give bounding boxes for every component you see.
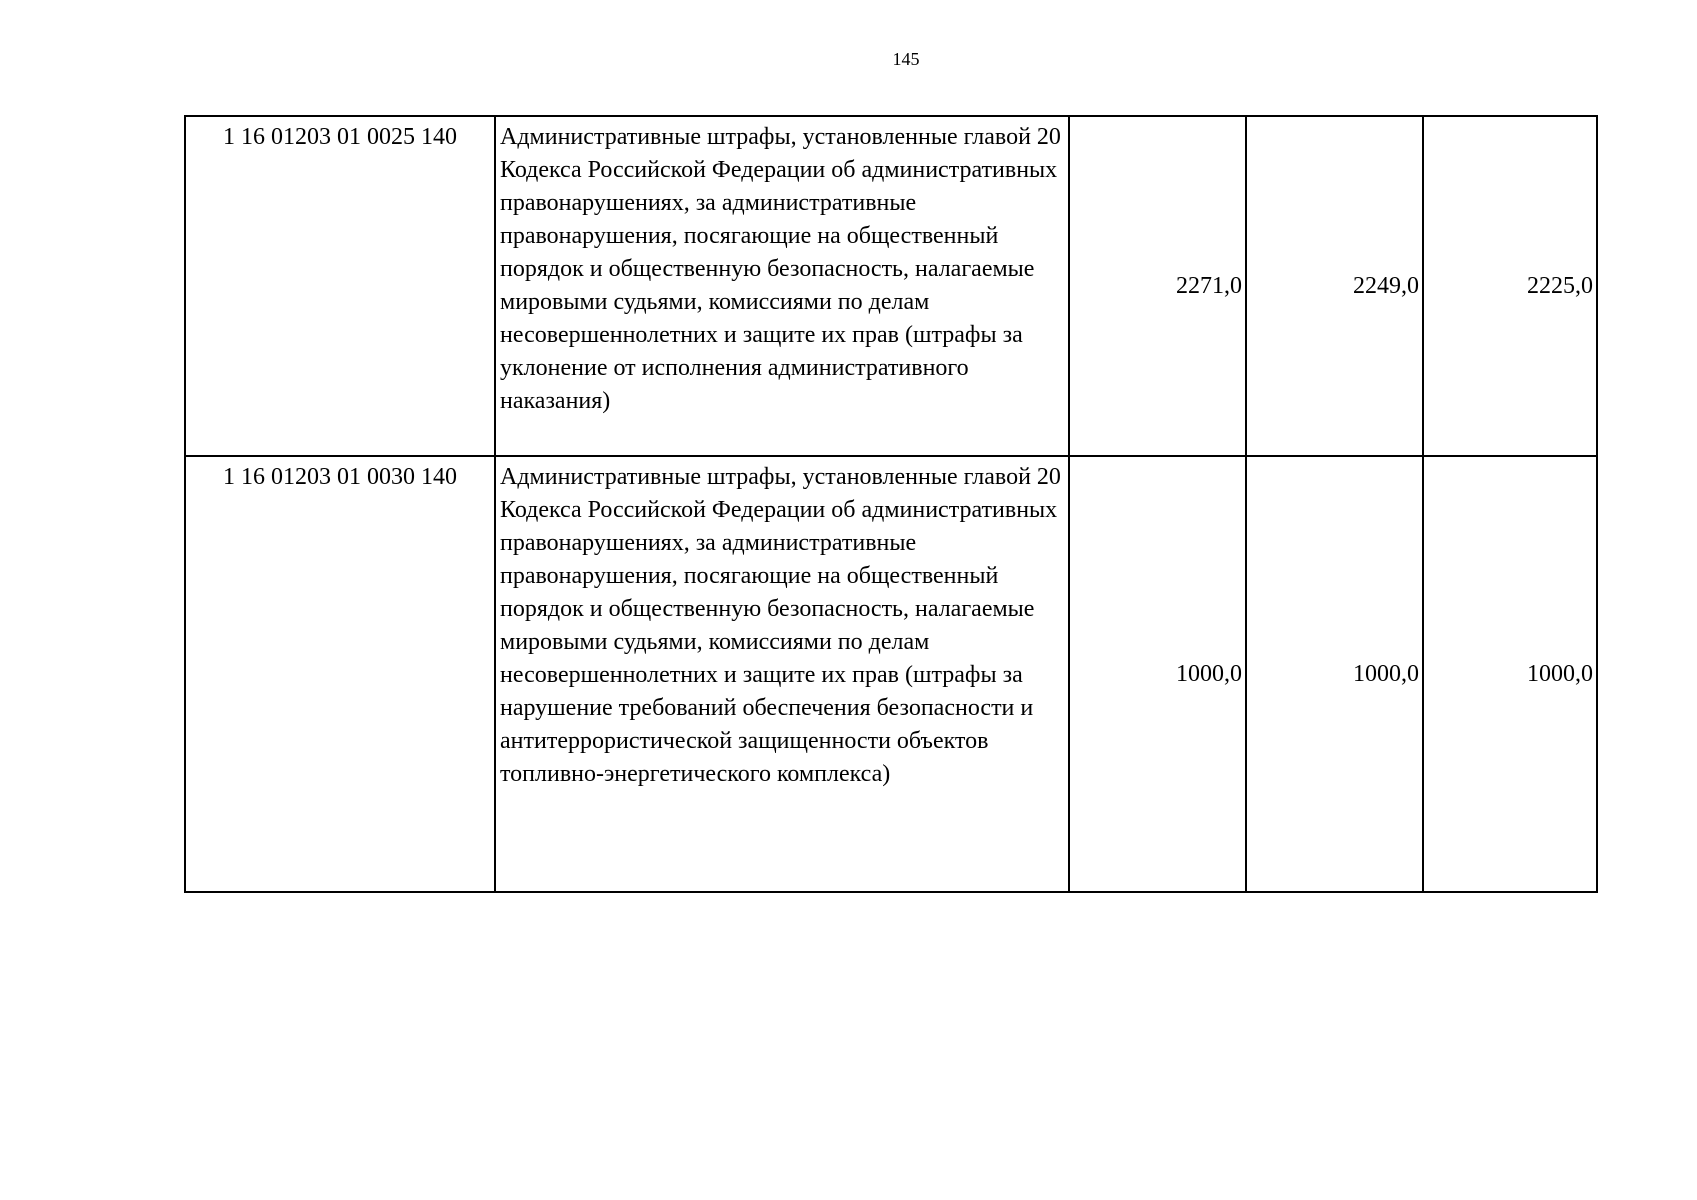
revenue-table [184, 115, 1598, 893]
table-row [185, 456, 1597, 892]
amount-year-3: 1000,0 [1423, 456, 1597, 892]
amount-year-1: 2271,0 [1069, 116, 1246, 456]
classification-code: 1 16 01203 01 0025 140 [185, 116, 495, 456]
classification-code: 1 16 01203 01 0030 140 [185, 456, 495, 892]
page-number: 145 [892, 49, 920, 69]
income-description: Административные штрафы, установленные главой 20 Кодекса Российской Федерации об административных правонарушениях, за административные правонарушения, посягающие на общественный порядок и общественную безопасность, налагаемые мировыми судьями, комиссиями по делам несовершеннолетних и защите их прав (штрафы за нарушение требований обеспечения безопасности и антитеррористической защищенности объектов топливно-энергетического комплекса) [495, 456, 1069, 892]
income-description: Административные штрафы, установленные главой 20 Кодекса Российской Федерации об административных правонарушениях, за административные правонарушения, посягающие на общественный порядок и общественную безопасность, налагаемые мировыми судьями, комиссиями по делам несовершеннолетних и защите их прав (штрафы за уклонение от исполнения административного наказания) [495, 116, 1069, 456]
amount-year-2: 1000,0 [1246, 456, 1423, 892]
amount-year-3: 2225,0 [1423, 116, 1597, 456]
amount-year-1: 1000,0 [1069, 456, 1246, 892]
table-row [185, 116, 1597, 456]
amount-year-2: 2249,0 [1246, 116, 1423, 456]
